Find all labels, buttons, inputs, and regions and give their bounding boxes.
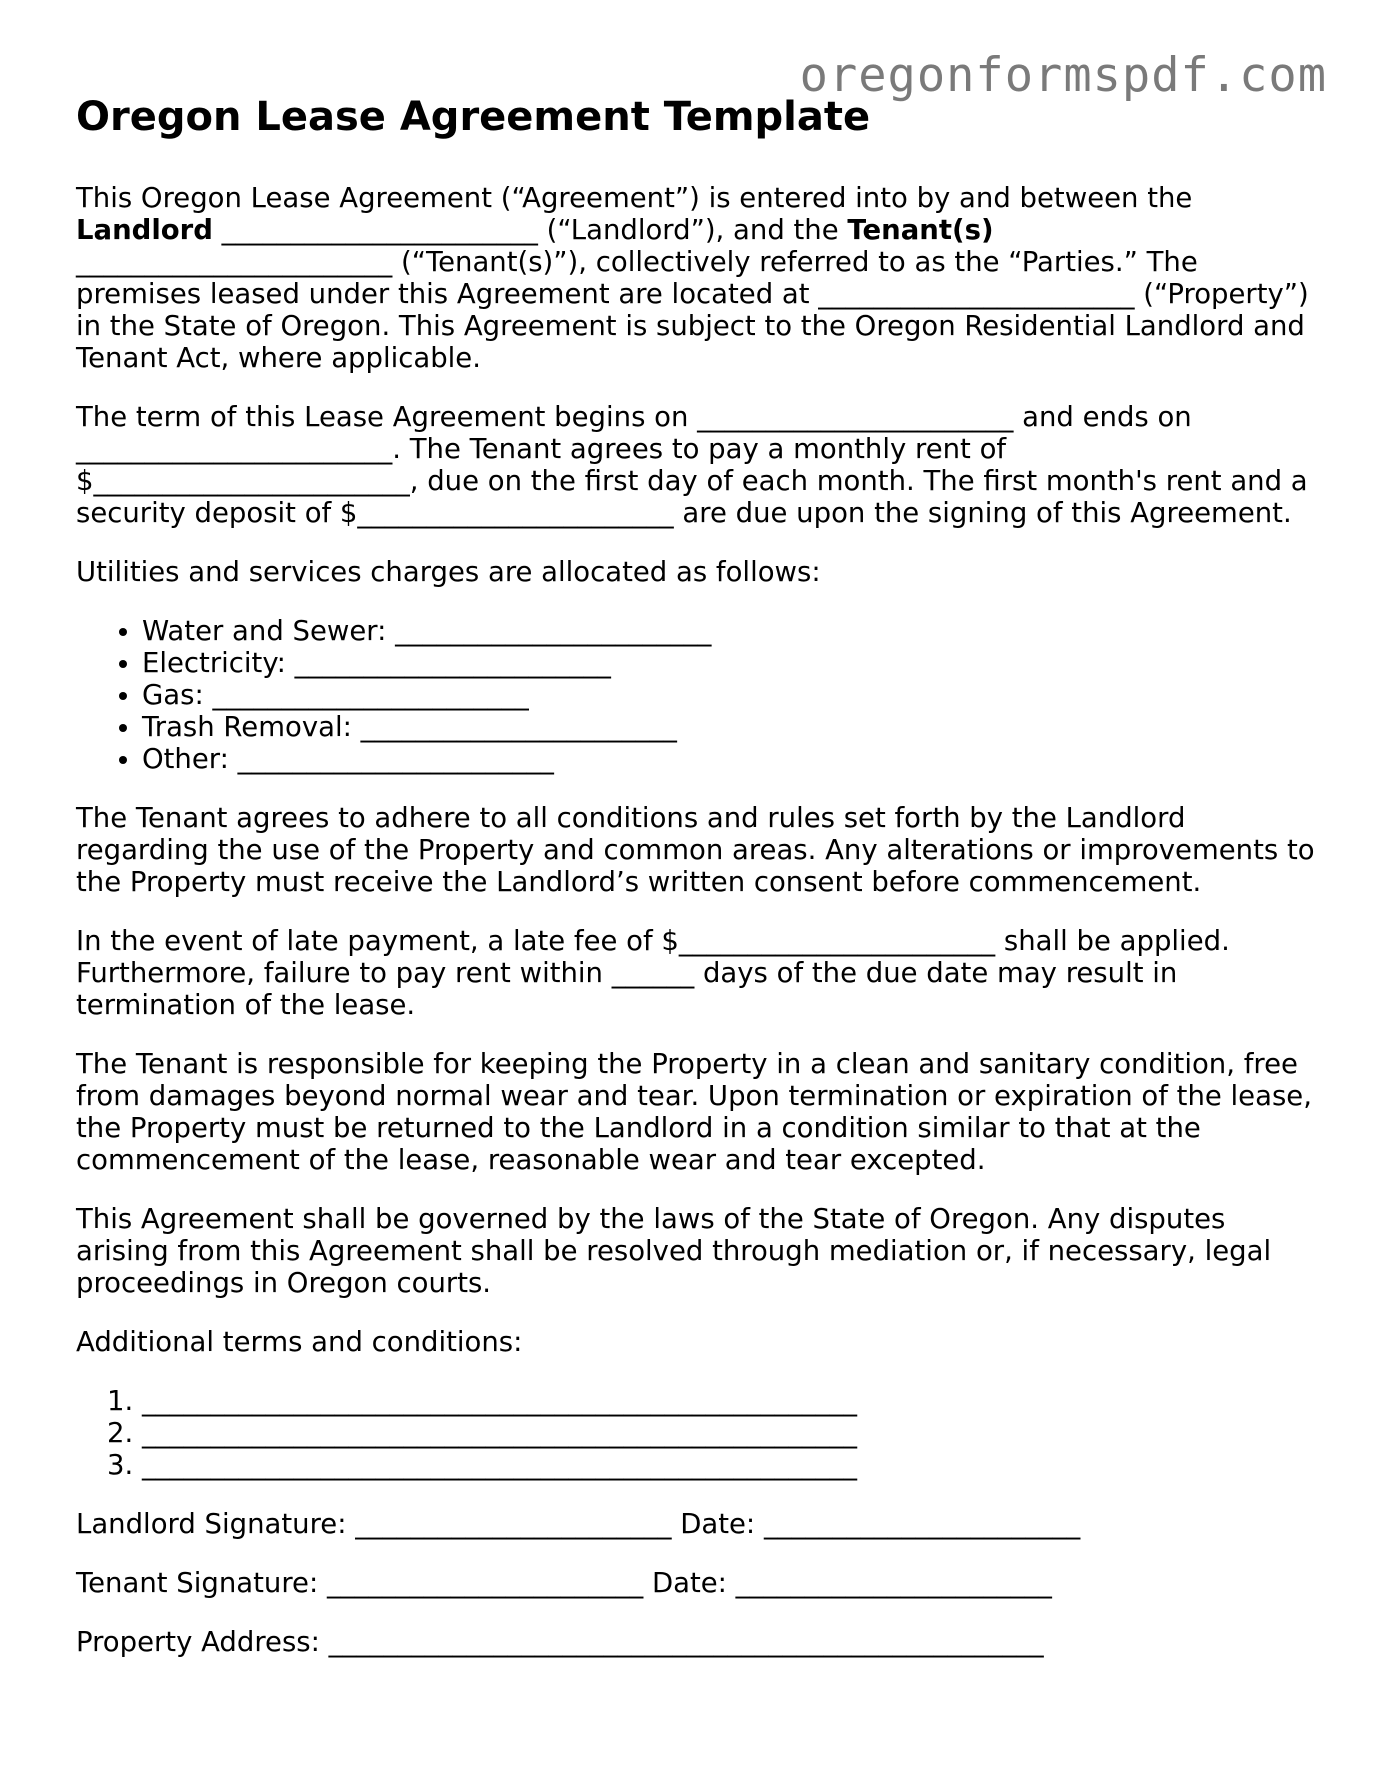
additional-terms-heading: Additional terms and conditions: <box>76 1326 523 1358</box>
intro-text-3: _______________________ (“Tenant(s)”), collectively referred to as the “Parties.” The premises leased under this Agreement are located at _______________________ (“Property”) in the State of Oregon. This Agreement is subject to the Oregon Residential Landlord and Tenant Act, where applicable. <box>76 246 1309 374</box>
governing-law-paragraph: This Agreement shall be governed by the laws of the State of Oregon. Any disputes arising from this Agreement shall be resolved through mediation or, if necessary, legal proceedings in Oregon courts. <box>76 1203 1272 1299</box>
additional-term-1: 1. ____________________________________________________ <box>142 1385 1316 1417</box>
additional-term-3: 3. ____________________________________________________ <box>142 1449 1316 1481</box>
intro-text-1: This Oregon Lease Agreement (“Agreement”) is entered into by and between the <box>76 182 1193 214</box>
utilities-list <box>76 615 1316 775</box>
tenant-label: Tenant(s) <box>847 214 994 246</box>
utility-trash-removal: • Trash Removal: _______________________ <box>142 711 1316 743</box>
utility-water-sewer: • Water and Sewer: _______________________ <box>142 615 1316 647</box>
utility-electricity: • Electricity: _______________________ <box>142 647 1316 679</box>
maintenance-paragraph: The Tenant is responsible for keeping the Property in a clean and sanitary condition, free from damages beyond normal wear and tear. Upon termination or expiration of the lease, the Property must be returned to the Landlord in a condition similar to that at the commencement of the lease, reasonable wear and tear excepted. <box>76 1048 1312 1176</box>
document-body <box>76 92 1316 1685</box>
landlord-label: Landlord <box>76 214 213 246</box>
intro-text-2: _______________________ (“Landlord”), and the <box>212 214 848 246</box>
additional-terms-list <box>76 1385 1316 1481</box>
utility-gas: • Gas: _______________________ <box>142 679 1316 711</box>
term-paragraph: The term of this Lease Agreement begins on _______________________ and ends on _______________________. The Tenant agrees to pay a monthly rent of $_______________________, due on the first day of each month. The first month's rent and a security deposit of $_______________________ are due upon the signing of this Agreement. <box>76 401 1308 529</box>
late-fee-paragraph: In the event of late payment, a late fee of $_______________________ shall be applied. Furthermore, failure to pay rent within ______ days of the due date may result in termination of the lease. <box>76 925 1230 1021</box>
rules-paragraph: The Tenant agrees to adhere to all conditions and rules set forth by the Landlord regarding the use of the Property and common areas. Any alterations or improvements to the Property must receive the Landlord’s written consent before commencement. <box>76 802 1315 898</box>
additional-term-2: 2. ____________________________________________________ <box>142 1417 1316 1449</box>
utility-other: • Other: _______________________ <box>142 743 1316 775</box>
intro-paragraph <box>76 182 1316 374</box>
document-title: Oregon Lease Agreement Template <box>76 94 871 140</box>
tenant-signature-line: Tenant Signature: _______________________ Date: _______________________ <box>76 1567 1052 1599</box>
property-address-line: Property Address: ____________________________________________________ <box>76 1626 1044 1658</box>
utilities-heading: Utilities and services charges are allocated as follows: <box>76 556 821 588</box>
landlord-signature-line: Landlord Signature: _______________________ Date: _______________________ <box>76 1508 1081 1540</box>
watermark: oregonformspdf.com <box>799 48 1327 103</box>
